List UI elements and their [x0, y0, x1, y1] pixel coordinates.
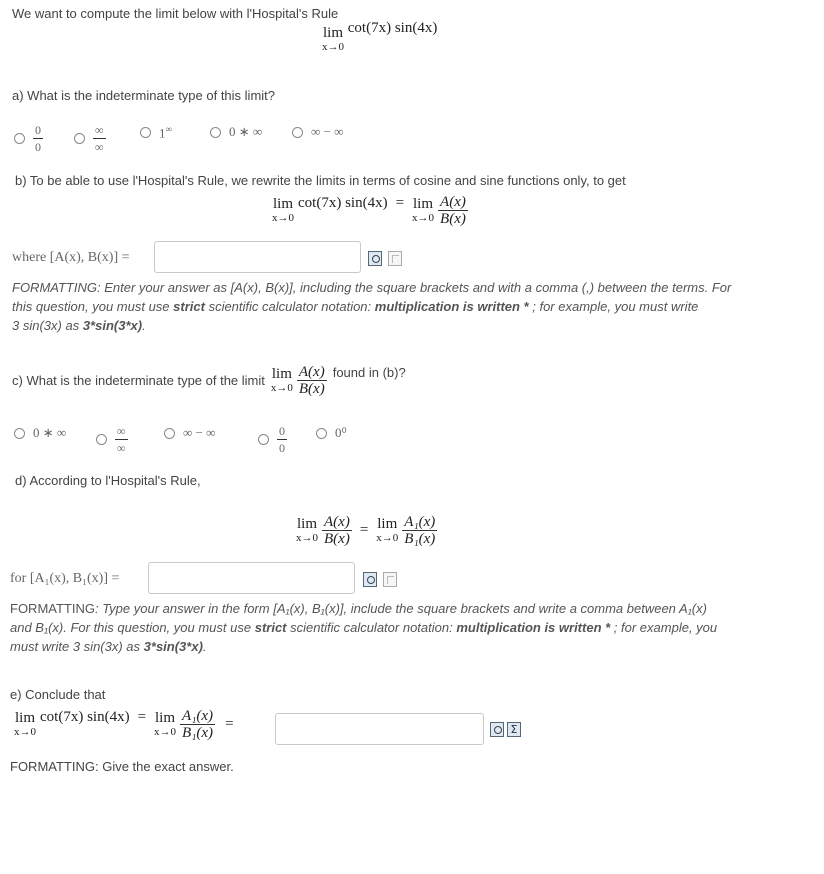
for-label: for [A₁(x), B₁(x)] = — [10, 571, 120, 586]
option-a-zero-times-inf[interactable] — [210, 124, 262, 140]
part-d-question: d) According to l'Hospital's Rule, — [15, 473, 201, 488]
equation-editor-icon[interactable] — [363, 572, 377, 587]
part-e-formatting: FORMATTING: Give the exact answer. — [10, 759, 234, 774]
part-c-question: c) What is the indeterminate type of the limit lim x→0 $\frac{A(x)}{B(x)}$ found in (b)? — [12, 364, 406, 397]
zero-times-inf-label: 0 ∗ ∞ — [33, 425, 67, 440]
zero-to-zero-label: 0⁰ — [335, 425, 347, 440]
option-c-inf-over-inf[interactable] — [96, 423, 128, 456]
preview-icon[interactable] — [383, 572, 397, 587]
zero-times-inf-label: 0 ∗ ∞ — [229, 124, 263, 139]
one-to-inf-label: 1∞ — [159, 124, 172, 141]
radio-button[interactable] — [140, 127, 151, 138]
answer-d-input[interactable] — [148, 562, 355, 594]
inf-minus-inf-label: ∞ − ∞ — [311, 124, 344, 139]
part-e-question: e) Conclude that — [10, 687, 106, 702]
part-b-equation: lim x→0 cot(7x) sin(4x) = lim x→0 $\frac{A(x)}{B(x)}$ — [272, 194, 466, 227]
inf-over-inf-label: $\frac{\infty}{\infty}$ — [95, 123, 104, 154]
radio-button[interactable] — [74, 133, 85, 144]
sigma-icon[interactable]: Σ — [507, 722, 521, 737]
where-label: where [A(x), B(x)] = — [12, 250, 130, 265]
option-c-zero-over-zero[interactable] — [258, 423, 287, 456]
answer-e-input[interactable] — [275, 713, 484, 745]
option-c-inf-minus-inf[interactable] — [164, 425, 215, 441]
part-a-question: a) What is the indeterminate type of this limit? — [12, 88, 276, 103]
preview-icon[interactable] — [388, 251, 402, 266]
part-b-formatting: FORMATTING: Enter your answer as [A(x), B(x)], including the square brackets and with a comma (,) between the terms. For this question, you must use strict scientific calculator notation: multiplication is written * ; for example, you must write 3 sin(3x) as 3*sin(3*x). — [12, 280, 732, 333]
part-b-question: b) To be able to use l'Hospital's Rule, we rewrite the limits in terms of cosine and sine functions only, to get — [15, 173, 626, 188]
option-a-inf-minus-inf[interactable] — [292, 124, 343, 140]
part-d-equation: lim x→0 $\frac{A(x)}{B(x)}$ = lim x→0 $\frac{\text{A₁(x)}}{\text{B₁(x)}}$ — [296, 514, 436, 547]
radio-button[interactable] — [164, 428, 175, 439]
zero-over-zero-label: $\frac{0}{0}$ — [279, 424, 285, 455]
option-a-inf-over-inf[interactable] — [74, 122, 106, 155]
part-d-formatting: FORMATTING: Type your answer in the form [A₁(x), B₁(x)], include the square brackets and write a comma between A₁(x) and B₁(x). For this question, you must use strict scientific calculator notation: multiplication is written * ; for example, you must write 3 sin(3x) as 3*sin(3*x). — [10, 601, 718, 654]
intro-text: We want to compute the limit below with l'Hospital's Rule — [12, 6, 339, 21]
equation-editor-icon[interactable] — [490, 722, 504, 737]
radio-button[interactable] — [316, 428, 327, 439]
option-a-one-to-inf[interactable] — [140, 124, 172, 141]
option-a-zero-over-zero[interactable] — [14, 122, 43, 155]
option-c-zero-times-inf[interactable] — [14, 425, 66, 441]
radio-button[interactable] — [258, 434, 269, 445]
radio-button[interactable] — [14, 428, 25, 439]
answer-b-input[interactable] — [154, 241, 361, 273]
main-limit: lim x→0 cot(7x) sin(4x) — [322, 20, 438, 53]
radio-button[interactable] — [96, 434, 107, 445]
radio-button[interactable] — [14, 133, 25, 144]
inf-over-inf-label: $\frac{\infty}{\infty}$ — [117, 424, 126, 455]
radio-button[interactable] — [292, 127, 303, 138]
zero-over-zero-label: $\frac{0}{0}$ — [35, 123, 41, 154]
part-e-equation: lim x→0 cot(7x) sin(4x) = lim x→0 $\frac{\text{A₁(x)}}{\text{B₁(x)}}$ = — [14, 708, 234, 741]
inf-minus-inf-label: ∞ − ∞ — [183, 425, 216, 440]
option-c-zero-to-zero[interactable] — [316, 425, 347, 441]
radio-button[interactable] — [210, 127, 221, 138]
equation-editor-icon[interactable] — [368, 251, 382, 266]
